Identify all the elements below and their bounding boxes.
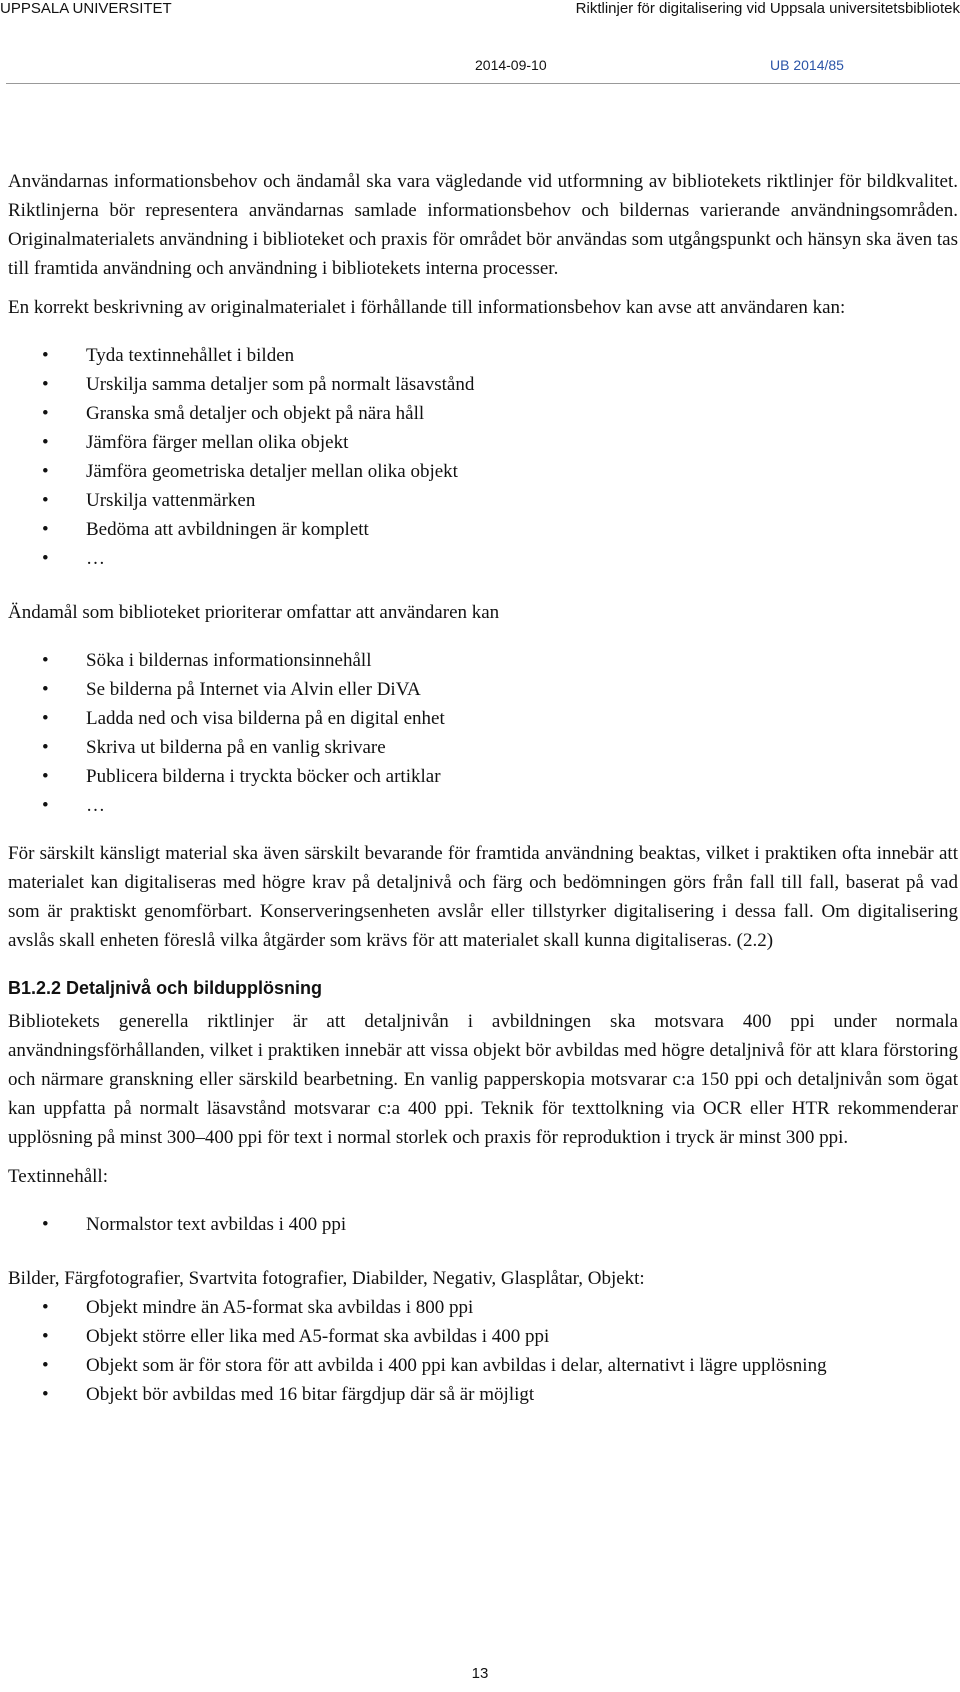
bullet-icon: •: [42, 1297, 49, 1318]
bullet-icon: •: [42, 403, 49, 424]
document-date: 2014-09-10: [475, 57, 547, 73]
bullet-icon: •: [42, 1384, 49, 1405]
bullet-icon: •: [42, 345, 49, 366]
bullet-icon: •: [42, 795, 49, 816]
list-item: • …: [8, 791, 958, 820]
list-user-abilities: [8, 341, 958, 573]
paragraph-user-needs: Användarnas informationsbehov och ändamål ska vara vägledande vid utformning av bibliotekets riktlinjer för bildkvalitet. Riktlinjerna bör representera användarnas samlade informationsbehov och bildernas varierande användningsområden. Originalmaterialets användning i biblioteket och praxis för området bör användas som utgångspunkt och hänsyn ska även tas till framtida användning och användning i bibliotekets interna processer.: [8, 171, 958, 279]
header-document-title: Riktlinjer för digitalisering vid Uppsala universitetsbibliotek: [575, 0, 960, 17]
list-item: • Urskilja samma detaljer som på normalt läsavstånd: [8, 370, 958, 399]
bullet-icon: •: [42, 679, 49, 700]
list-item: • Granska små detaljer och objekt på nära håll: [8, 399, 958, 428]
list-item: • Publicera bilderna i tryckta böcker och artiklar: [8, 762, 958, 791]
list-item: • Skriva ut bilderna på en vanlig skrivare: [8, 733, 958, 762]
bullet-icon: •: [42, 519, 49, 540]
section-heading: B1.2.2 Detaljnivå och bildupplösning: [8, 978, 323, 998]
header-organization: UPPSALA UNIVERSITET: [0, 0, 172, 17]
list-item: • Jämföra geometriska detaljer mellan olika objekt: [8, 457, 958, 486]
paragraph-sensitive-material: För särskilt känsligt material ska även särskilt bevarande för framtida användning beaktas, vilket i praktiken ofta innebär att materialet kan digitaliseras med högre krav på detaljnivå och färg och bedömningen görs från fall till fall, baserat på vad som är praktiskt genomförbart. Konserveringsenheten avslår eller tillstyrker digitalisering i dessa fall. Om digitalisering avslås skall enheten föreslå vilka åtgärder som krävs för att materialet skall kunna digitaliseras. (2.2): [8, 843, 958, 951]
list-item: • Bedöma att avbildningen är komplett: [8, 515, 958, 544]
list-item: • Jämföra färger mellan olika objekt: [8, 428, 958, 457]
list-item: • Se bilderna på Internet via Alvin eller DiVA: [8, 675, 958, 704]
bullet-icon: •: [42, 766, 49, 787]
list-item: • Objekt större eller lika med A5-format ska avbildas i 400 ppi: [8, 1322, 958, 1351]
bullet-icon: •: [42, 1355, 49, 1376]
paragraph-resolution-guidelines: Bibliotekets generella riktlinjer är att detaljnivån i avbildningen ska motsvara 400 ppi under normala användningsförhållanden, vilket i praktiken innebär att vissa objekt bör avbildas med högre detaljnivå för att klara förstoring och närmare granskning eller särskild bearbetning. En vanlig papperskopia motsvarar c:a 150 ppi och detaljnivån som ögat kan uppfatta på normalt läsavstånd motsvarar c:a 400 ppi. Teknik för texttolkning via OCR eller HTR rekommenderar upplösning på minst 300–400 ppi för text i normal storlek och praxis för reproduktion i tryck är minst 300 ppi.: [8, 1011, 958, 1148]
bullet-icon: •: [42, 490, 49, 511]
paragraph-priorities: Ändamål som biblioteket prioriterar omfattar att användaren kan: [8, 602, 500, 623]
list-item: • Objekt som är för stora för att avbilda i 400 ppi kan avbildas i delar, alternativt i lägre upplösning: [8, 1351, 958, 1380]
bullet-icon: •: [42, 548, 49, 569]
header-divider: [6, 83, 960, 84]
bullet-icon: •: [42, 737, 49, 758]
list-item: • Normalstor text avbildas i 400 ppi: [8, 1210, 958, 1239]
bullet-icon: •: [42, 1326, 49, 1347]
page-content: [8, 167, 958, 1409]
list-item: • Objekt mindre än A5-format ska avbildas i 800 ppi: [8, 1293, 958, 1322]
list-item: • Ladda ned och visa bilderna på en digital enhet: [8, 704, 958, 733]
bullet-icon: •: [42, 461, 49, 482]
list-item: • Urskilja vattenmärken: [8, 486, 958, 515]
list-priorities: [8, 646, 958, 820]
paragraph-image-types: Bilder, Färgfotografier, Svartvita fotografier, Diabilder, Negativ, Glasplåtar, Objekt:: [8, 1268, 645, 1289]
list-item: • Objekt bör avbildas med 16 bitar färgdjup där så är möjligt: [8, 1380, 958, 1409]
bullet-icon: •: [42, 650, 49, 671]
list-item: • Tyda textinnehållet i bilden: [8, 341, 958, 370]
list-item: • Söka i bildernas informationsinnehåll: [8, 646, 958, 675]
bullet-icon: •: [42, 432, 49, 453]
list-item: • …: [8, 544, 958, 573]
document-reference: UB 2014/85: [770, 57, 844, 73]
list-text-content: [8, 1210, 958, 1239]
bullet-icon: •: [42, 1214, 49, 1235]
paragraph-text-content-label: Textinnehåll:: [8, 1166, 108, 1187]
paragraph-correct-description: En korrekt beskrivning av originalmaterialet i förhållande till informationsbehov kan avse att användaren kan:: [8, 297, 846, 318]
bullet-icon: •: [42, 374, 49, 395]
page-number: 13: [471, 1665, 489, 1682]
bullet-icon: •: [42, 708, 49, 729]
list-object-resolution: [8, 1293, 958, 1409]
